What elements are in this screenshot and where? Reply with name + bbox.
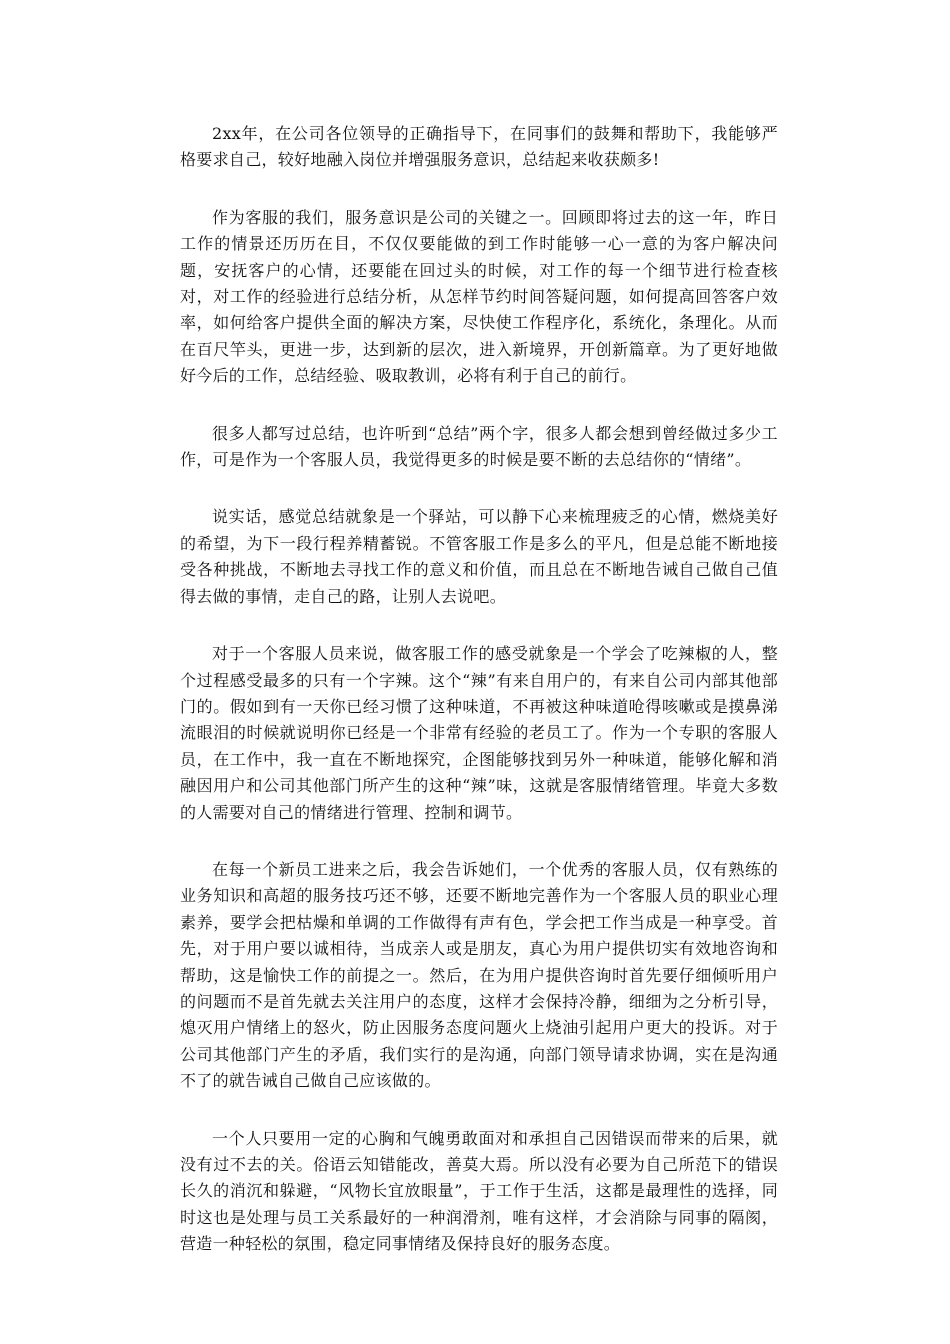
paragraph-7: 一个人只要用一定的心胸和气魄勇敢面对和承担自己因错误而带来的后果，就没有过不去的关。俗语云知错能改，善莫大焉。所以没有必要为自己所范下的错误长久的消沉和躲避，“风物长宜放眼量”，于工作于生活，这都是最理性的选择，同时这也是处理与员工关系最好的一种润滑剂，唯有这样，才会消除与同事的隔阂，营造一种轻松的氛围，稳定同事情绪及保持良好的服务态度。 [180,1128,778,1254]
paragraph-4: 说实话，感觉总结就象是一个驿站，可以静下心来梳理疲乏的心情，燃烧美好的希望，为下一段行程养精蓄锐。不管客服工作是多么的平凡，但是总能不断地接受各种挑战，不断地去寻找工作的意义和价值，而且总在不断地告诫自己做自己值得去做的事情，走自己的路，让别人去说吧。 [180,507,778,606]
paragraph-2: 作为客服的我们，服务意识是公司的关键之一。回顾即将过去的这一年，昨日工作的情景还历历在目，不仅仅要能做的到工作时能够一心一意的为客户解决问题，安抚客户的心情，还要能在回过头的时候，对工作的每一个细节进行检查核对，对工作的经验进行总结分析，从怎样节约时间答疑问题，如何提高回答客户效率，如何给客户提供全面的解决方案，尽快使工作程序化，系统化，条理化。从而在百尺竿头，更进一步，达到新的层次，进入新境界，开创新篇章。为了更好地做好今后的工作，总结经验、吸取教训，必将有利于自己的前行。 [180,207,778,386]
paragraph-3: 很多人都写过总结，也许听到“总结”两个字，很多人都会想到曾经做过多少工作，可是作为一个客服人员，我觉得更多的时候是要不断的去总结你的“情绪”。 [180,423,778,470]
document-body [180,121,778,1289]
paragraph-5: 对于一个客服人员来说，做客服工作的感受就象是一个学会了吃辣椒的人，整个过程感受最多的只有一个字辣。这个“辣”有来自用户的，有来自公司内部其他部门的。假如到有一天你已经习惯了这种味道，不再被这种味道呛得咳嗽或是摸鼻涕流眼泪的时候就说明你已经是一个非常有经验的老员工了。作为一个专职的客服人员，在工作中，我一直在不断地探究，企图能够找到另外一种味道，能够化解和消融因用户和公司其他部门所产生的这种“辣”味，这就是客服情绪管理。毕竟大多数的人需要对自己的情绪进行管理、控制和调节。 [180,644,778,822]
paragraph-1: 2xx年，在公司各位领导的正确指导下，在同事们的鼓舞和帮助下，我能够严格要求自己，较好地融入岗位并增强服务意识，总结起来收获颇多! [180,124,778,170]
paragraph-6: 在每一个新员工进来之后，我会告诉她们，一个优秀的客服人员，仅有熟练的业务知识和高超的服务技巧还不够，还要不断地完善作为一个客服人员的职业心理素养，要学会把枯燥和单调的工作做得有声有色，学会把工作当成是一种享受。首先，对于用户要以诚相待，当成亲人或是朋友，真心为用户提供切实有效地咨询和帮助，这是愉快工作的前提之一。然后，在为用户提供咨询时首先要仔细倾听用户的问题而不是首先就去关注用户的态度，这样才会保持冷静，细细为之分析引导，熄灭用户情绪上的怒火，防止因服务态度问题火上烧油引起用户更大的投诉。对于公司其他部门产生的矛盾，我们实行的是沟通，向部门领导请求协调，实在是沟通不了的就告诫自己做自己应该做的。 [180,859,778,1091]
